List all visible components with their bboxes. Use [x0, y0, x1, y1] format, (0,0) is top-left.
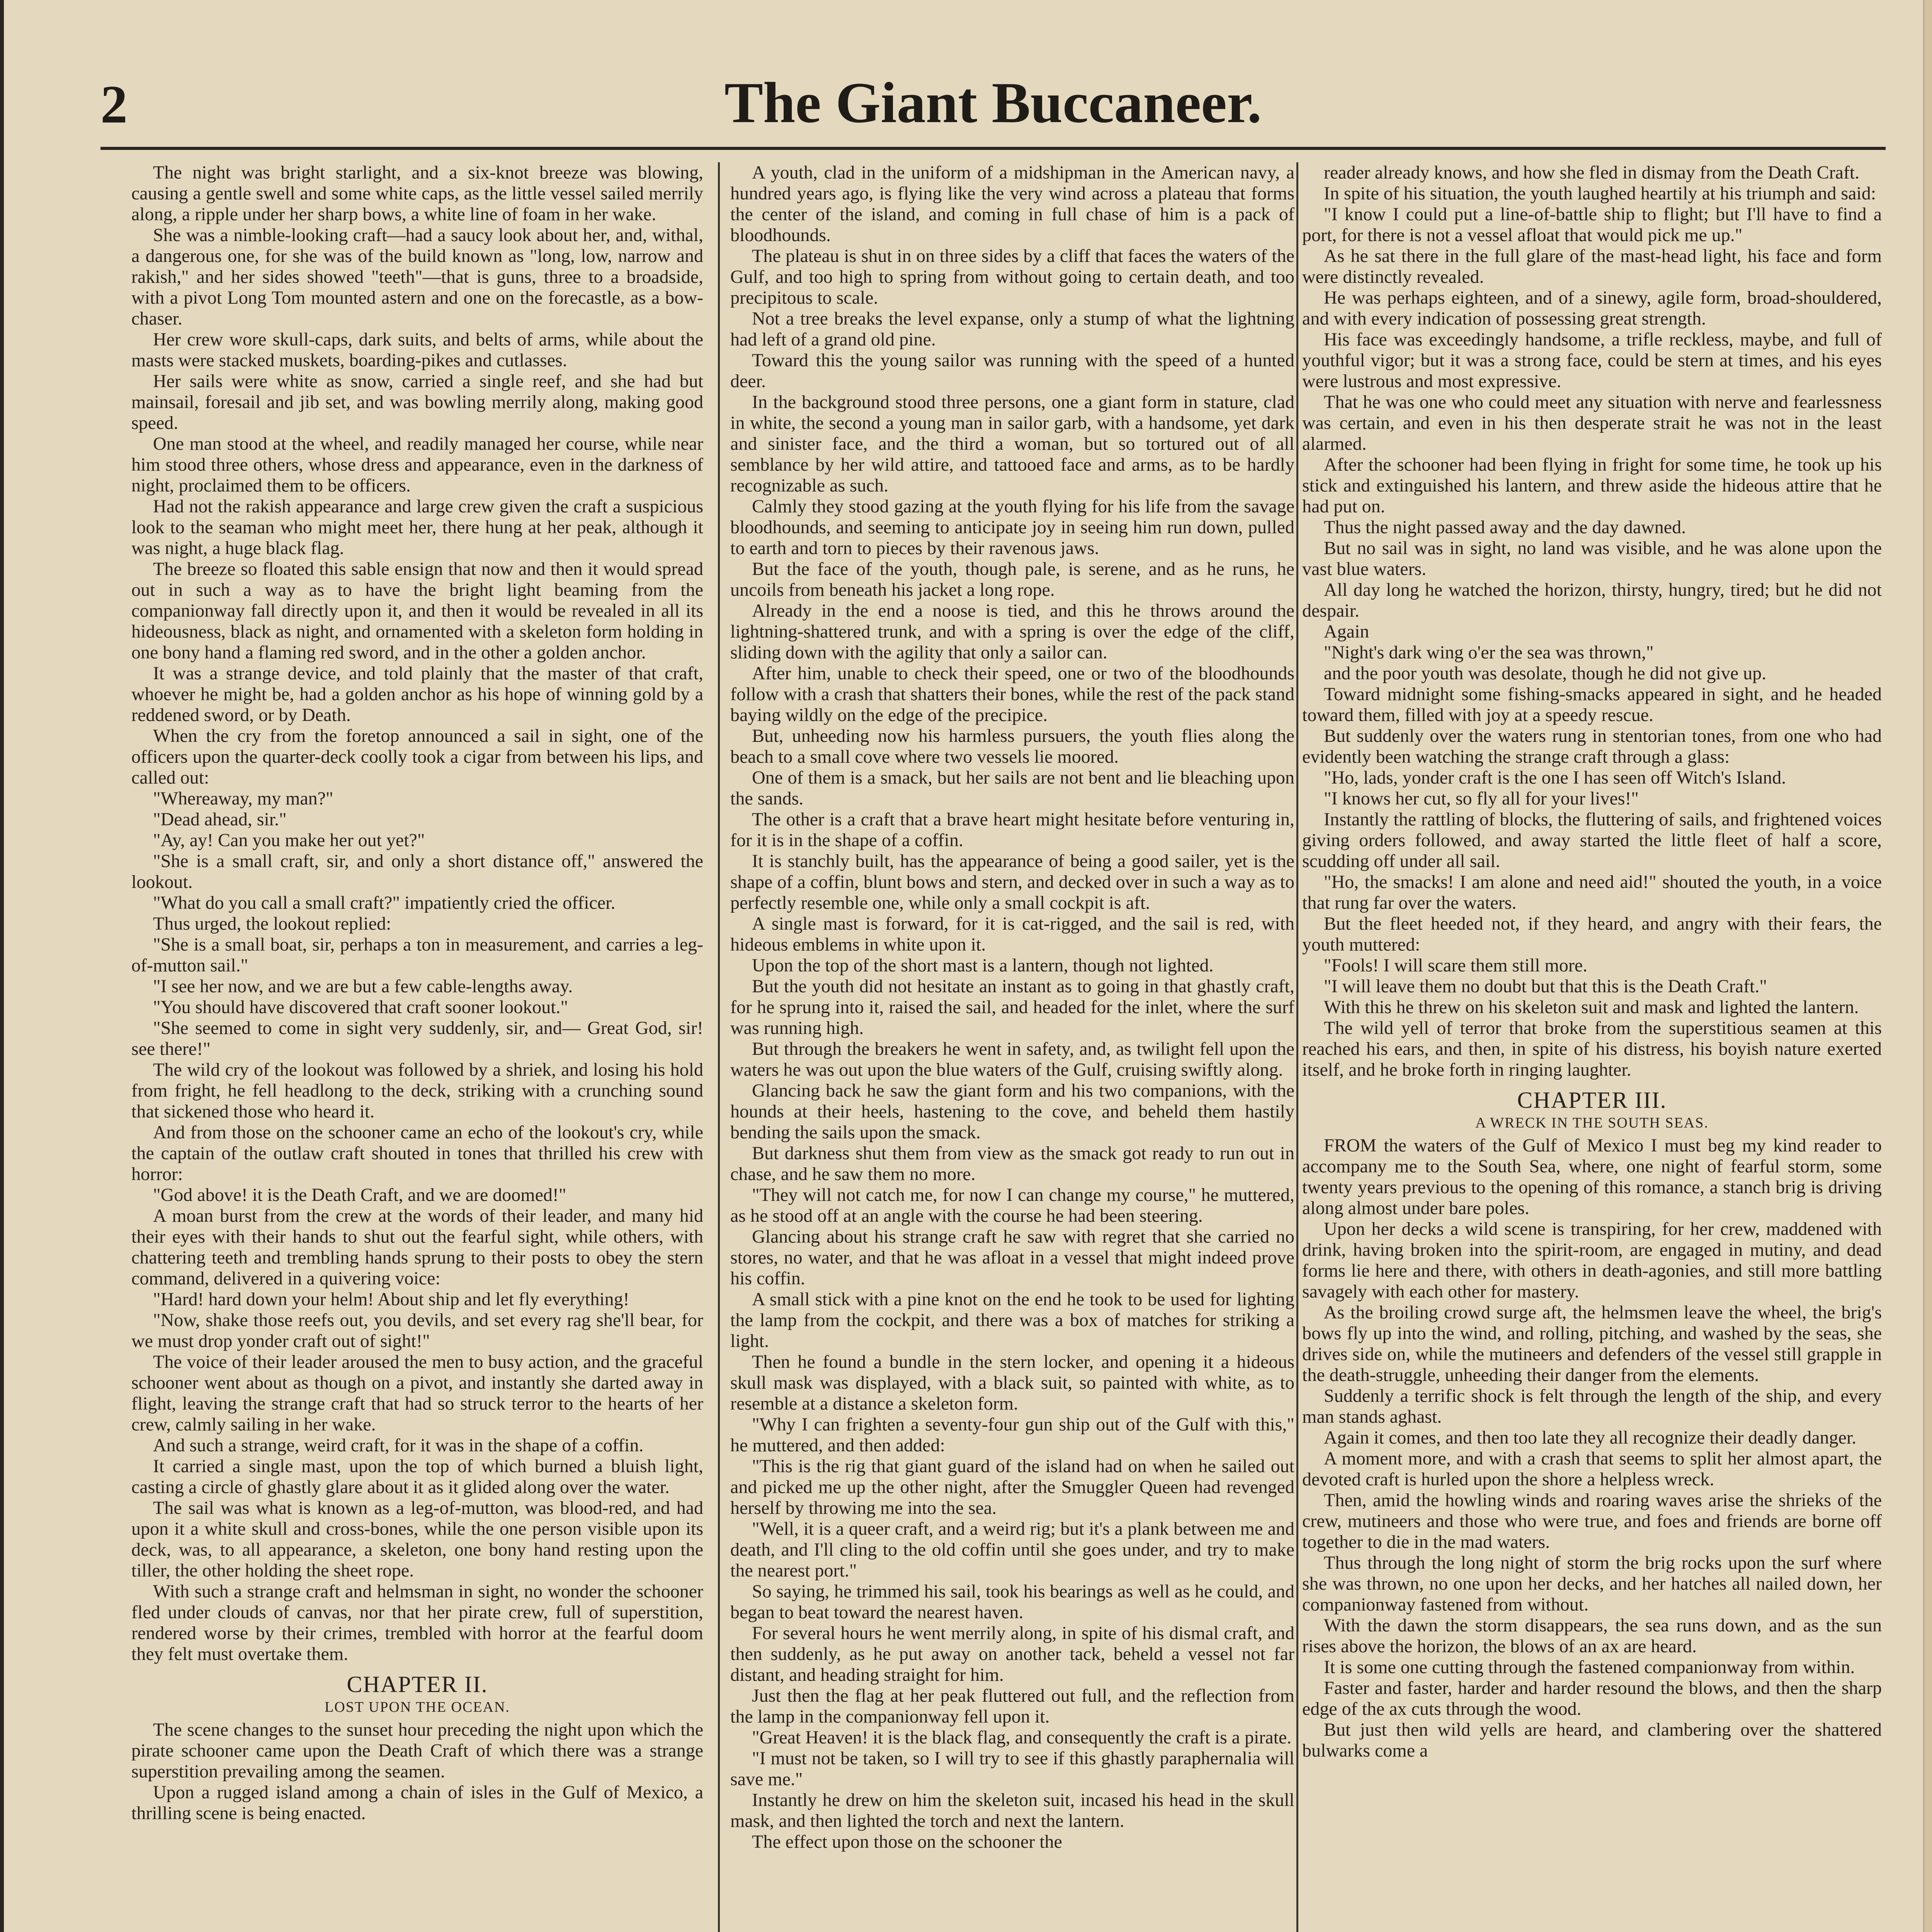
paragraph: The voice of their leader aroused the men to busy action, and the graceful schooner went about as though on a pivot, and instantly she darted away in flight, leaving the strange craft that had so struck terror to the hearts of her crew, calmly sailing in her wake. — [131, 1352, 703, 1435]
paragraph: Toward this the young sailor was running with the speed of a hunted deer. — [730, 350, 1294, 391]
paragraph: It is stanchly built, has the appearance of being a good sailer, yet is the shape of a coffin, blunt bows and stern, and decked over in such a way as to perfectly resemble one, while only a small cockpit is aft. — [730, 851, 1294, 913]
paragraph: Had not the rakish appearance and large crew given the craft a suspicious look to the seaman who might meet her, there hung at her peak, although it was night, a huge black flag. — [131, 496, 703, 558]
paragraph: Upon the top of the short mast is a lantern, though not lighted. — [752, 955, 1214, 976]
paragraph: And from those on the schooner came an echo of the lookout's cry, while the captain of the outlaw craft shouted in tones that thrilled his crew with horror: — [131, 1122, 703, 1184]
paragraph: Upon a rugged island among a chain of isles in the Gulf of Mexico, a thrilling scene is being enacted. — [131, 1782, 703, 1823]
paragraph: After the schooner had been flying in fright for some time, he took up his stick and extinguished his lantern, and threw aside the hideous attire that he had put on. — [1302, 454, 1882, 517]
paragraph: After him, unable to check their speed, one or two of the bloodhounds follow with a crash that shatters their bones, while the rest of the pack stand baying wildly on the edge of the precipice. — [730, 663, 1294, 725]
paragraph: "Now, shake those reefs out, you devils, and set every rag she'll bear, for we must drop yonder craft out of sight!" — [131, 1310, 703, 1351]
chapter-heading: CHAPTER III. — [1517, 1087, 1667, 1113]
page-title: The Giant Buccaneer. — [724, 71, 1262, 135]
paragraph: "She is a small boat, sir, perhaps a ton in measurement, and carries a leg-of-mutton sail." — [131, 934, 703, 976]
paragraph: Instantly he drew on him the skeleton suit, incased his head in the skull mask, and then lighted the torch and next the lantern. — [730, 1790, 1294, 1831]
paragraph: "Night's dark wing o'er the sea was thrown," — [1324, 642, 1654, 663]
paragraph: That he was one who could meet any situation with nerve and fearlessness was certain, and even in his then desperate strait he was not in the least alarmed. — [1302, 392, 1882, 454]
paragraph: It carried a single mast, upon the top of which burned a bluish light, casting a circle of ghastly glare about it as it glided along over the water. — [131, 1456, 703, 1497]
paragraph: "I know I could put a line-of-battle ship to flight; but I'll have to find a port, for there is not a vessel afloat that would pick me up." — [1302, 204, 1882, 245]
paragraph: Toward midnight some fishing-smacks appeared in sight, and he headed toward them, filled with joy at a speedy rescue. — [1302, 684, 1882, 725]
text-column-3 — [1302, 162, 1882, 1932]
paragraph: It is some one cutting through the fastened companionway from within. — [1324, 1657, 1855, 1677]
paragraph: In spite of his situation, the youth laughed heartily at his triumph and said: — [1324, 183, 1876, 204]
paragraph: "Ay, ay! Can you make her out yet?" — [153, 830, 425, 850]
paragraph: With such a strange craft and helmsman in sight, no wonder the schooner fled under clouds of canvas, nor that her pirate crew, full of superstition, rendered worse by their crimes, trembled with horror at the fearful doom they felt must overtake them. — [131, 1581, 703, 1664]
paragraph: For several hours he went merrily along, in spite of his dismal craft, and then suddenly, as he put away on another tack, beheld a vessel not far distant, and heading straight for him. — [730, 1623, 1294, 1685]
paragraph: "Whereaway, my man?" — [153, 788, 333, 809]
paragraph: The effect upon those on the schooner the — [752, 1832, 1062, 1852]
paragraph: Glancing back he saw the giant form and his two companions, with the hounds at their heels, hastening to the cove, and beheld them hastily bending the sails upon the smack. — [730, 1080, 1294, 1143]
paragraph: Suddenly a terrific shock is felt through the length of the ship, and every man stands aghast. — [1302, 1386, 1882, 1427]
paragraph: "I see her now, and we are but a few cable-lengths away. — [153, 976, 573, 997]
page-number: 2 — [100, 75, 128, 134]
paragraph: Thus urged, the lookout replied: — [153, 913, 391, 934]
paragraph: "This is the rig that giant guard of the island had on when he sailed out and picked me up the other night, after the Smuggler Queen had revenged herself by throwing me into the sea. — [730, 1456, 1294, 1518]
paragraph: "Ho, lads, yonder craft is the one I has seen off Witch's Island. — [1324, 767, 1786, 788]
paragraph: "I must not be taken, so I will try to see if this ghastly paraphernalia will save me." — [730, 1748, 1294, 1789]
paragraph: "You should have discovered that craft sooner lookout." — [153, 997, 568, 1017]
paragraph: "They will not catch me, for now I can change my course," he muttered, as he stood off at an angle with the course he had been steering. — [730, 1185, 1294, 1226]
paragraph: A single mast is forward, for it is cat-rigged, and the sail is red, with hideous emblems in white upon it. — [730, 913, 1294, 955]
paragraph: One man stood at the wheel, and readily managed her course, while near him stood three others, whose dress and appearance, even in the darkness of night, proclaimed them to be officers. — [131, 434, 703, 496]
paragraph: Thus through the long night of storm the brig rocks upon the surf where she was thrown, no one upon her decks, and her hatches all nailed down, her companionway fastened from without. — [1302, 1553, 1882, 1615]
paragraph: Her crew wore skull-caps, dark suits, and belts of arms, while about the masts were stacked muskets, boarding-pikes and cutlasses. — [131, 329, 703, 371]
paragraph: reader already knows, and how she fled in dismay from the Death Craft. — [1324, 162, 1860, 183]
paragraph: The night was bright starlight, and a six-knot breeze was blowing, causing a gentle swell and some white caps, as the little vessel sailed merrily along, a ripple under her sharp bows, a white line of foam in her wake. — [131, 162, 703, 224]
paragraph: As the broiling crowd surge aft, the helmsmen leave the wheel, the brig's bows fly up into the wind, and rolling, pitching, and washed by the seas, she drives side on, while the mutineers and defenders of the vessel still grapple in the death-struggle, unheeding their danger from the elements. — [1302, 1302, 1882, 1385]
paragraph: In the background stood three persons, one a giant form in stature, clad in white, the second a young man in sailor garb, with a handsome, yet dark and sinister face, and the third a woman, but so tortured out of all semblance by her wild attire, and tattooed face and arms, as to be hardly recognizable as such. — [730, 392, 1294, 496]
paragraph: A youth, clad in the uniform of a midshipman in the American navy, a hundred years ago, is flying like the very wind across a plateau that forms the center of the island, and coming in full chase of him is a pack of bloodhounds. — [730, 162, 1294, 245]
paragraph: Upon her decks a wild scene is transpiring, for her crew, maddened with drink, having broken into the spirit-room, are engaged in mutiny, and dead forms lie here and there, with others in death-agonies, and still more battling savagely with each other for mastery. — [1302, 1219, 1882, 1302]
paragraph: Then he found a bundle in the stern locker, and opening it a hideous skull mask was displayed, with a black suit, so painted with white, as to resemble at a distance a skeleton form. — [730, 1352, 1294, 1414]
paragraph: She was a nimble-looking craft—had a saucy look about her, and, withal, a dangerous one, for she was of the build known as "long, low, narrow and rakish," and her sides showed "teeth"—that is guns, three to a broadside, with a pivot Long Tom mounted astern and one on the forecastle, as a bow-chaser. — [131, 225, 703, 329]
paragraph: "I will leave them no doubt but that this is the Death Craft." — [1324, 976, 1767, 997]
paragraph: FROM the waters of the Gulf of Mexico I must beg my kind reader to accompany me to the South Sea, where, one night of fearful storm, some twenty years previous to the opening of this romance, a stanch brig is driving along almost under bare poles. — [1302, 1135, 1882, 1218]
paragraph: "I knows her cut, so fly all for your lives!" — [1324, 788, 1639, 809]
paragraph: The wild cry of the lookout was followed by a shriek, and losing his hold from fright, he fell headlong to the deck, striking with a crunching sound that sickened those who heard it. — [131, 1060, 703, 1122]
paragraph: With the dawn the storm disappears, the sea runs down, and as the sun rises above the horizon, the blows of an ax are heard. — [1302, 1615, 1882, 1656]
paragraph: The breeze so floated this sable ensign that now and then it would spread out in such a way as to have the bright light beaming from the companionway fall directly upon it, and then it would be revealed in all its hideousness, black as night, and ornamented with a skeleton form holding in one bony hand a flaming red sword, and in the other a golden anchor. — [131, 559, 703, 663]
paragraph: Again — [1324, 621, 1369, 642]
paragraph: The other is a craft that a brave heart might hesitate before venturing in, for it is in the shape of a coffin. — [730, 809, 1294, 850]
paragraph: He was perhaps eighteen, and of a sinewy, agile form, broad-shouldered, and with every indication of possessing great strength. — [1302, 287, 1882, 329]
chapter-subheading: LOST UPON THE OCEAN. — [325, 1699, 510, 1715]
paragraph: Already in the end a noose is tied, and this he throws around the lightning-shattered trunk, and with a spring is over the edge of the cliff, sliding down with the agility that only a sailor can. — [730, 600, 1294, 663]
paragraph: But through the breakers he went in safety, and, as twilight fell upon the waters he was out upon the blue waters of the Gulf, cruising swiftly along. — [730, 1039, 1294, 1080]
paragraph: "Well, it is a queer craft, and a weird rig; but it's a plank between me and death, and I'll cling to the old coffin until she goes under, and try to make the nearest port." — [730, 1519, 1294, 1581]
paragraph: But darkness shut them from view as the smack got ready to run out in chase, and he saw them no more. — [730, 1143, 1294, 1184]
paragraph: With this he threw on his skeleton suit and mask and lighted the lantern. — [1324, 997, 1859, 1017]
paragraph: "What do you call a small craft?" impatiently cried the officer. — [153, 893, 616, 913]
paragraph: A moment more, and with a crash that seems to split her almost apart, the devoted craft is hurled upon the shore a helpless wreck. — [1302, 1448, 1882, 1490]
paragraph: "She is a small craft, sir, and only a short distance off," answered the lookout. — [131, 851, 703, 892]
paragraph: "God above! it is the Death Craft, and we are doomed!" — [153, 1185, 566, 1205]
paragraph: But the face of the youth, though pale, is serene, and as he runs, he uncoils from beneath his jacket a long rope. — [730, 559, 1294, 600]
paragraph: "Why I can frighten a seventy-four gun ship out of the Gulf with this," he muttered, and then added: — [730, 1414, 1294, 1456]
paragraph: The plateau is shut in on three sides by a cliff that faces the waters of the Gulf, and too high to spring from without going to certain death, and too precipitous to scale. — [730, 246, 1294, 308]
paragraph: A moan burst from the crew at the words of their leader, and many hid their eyes with their hands to shut out the fearful sight, while others, with chattering teeth and trembling hands sprung to their posts to obey the stern command, delivered in a quivering voice: — [131, 1206, 703, 1289]
paragraph: But the youth did not hesitate an instant as to going in that ghastly craft, for he sprung into it, raised the sail, and headed for the inlet, where the surf was running high. — [730, 976, 1294, 1038]
paragraph: When the cry from the foretop announced a sail in sight, one of the officers upon the quarter-deck coolly took a cigar from between his lips, and called out: — [131, 726, 703, 788]
paragraph: Her sails were white as snow, carried a single reef, and she had but mainsail, foresail and jib set, and was bowling merrily along, making good speed. — [131, 371, 703, 433]
paragraph: Then, amid the howling winds and roaring waves arise the shrieks of the crew, mutineers and those who were true, and foes and friends are borne off together to die in the mad waters. — [1302, 1490, 1882, 1552]
paragraph: But suddenly over the waters rung in stentorian tones, from one who had evidently been watching the strange craft through a glass: — [1302, 726, 1882, 767]
paragraph: "Dead ahead, sir." — [153, 809, 287, 830]
paragraph: Faster and faster, harder and harder resound the blows, and then the sharp edge of the ax cuts through the wood. — [1302, 1678, 1882, 1719]
newspaper-page — [4, 0, 1932, 1932]
paragraph: "Hard! hard down your helm! About ship and let fly everything! — [153, 1289, 629, 1310]
paragraph: The sail was what is known as a leg-of-mutton, was blood-red, and had upon it a white skull and cross-bones, while the one person visible upon its deck, was, to all appearance, a skeleton, one bony hand resting upon the tiller, the other holding the sheet rope. — [131, 1498, 703, 1581]
text-column-2 — [730, 162, 1294, 1932]
paragraph: A small stick with a pine knot on the end he took to be used for lighting the lamp from the cockpit, and there was a box of matches for striking a light. — [730, 1289, 1294, 1351]
paragraph: The wild yell of terror that broke from the superstitious seamen at this reached his ears, and then, in spite of his distress, his boyish nature exerted itself, and he broke forth in ringing laughter. — [1302, 1018, 1882, 1080]
paragraph: It was a strange device, and told plainly that the master of that craft, whoever he might be, had a golden anchor as his hope of winning gold by a reddened sword, or by Death. — [131, 663, 703, 725]
binding-edge — [1923, 0, 1932, 1932]
paragraph: Not a tree breaks the level expanse, only a stump of what the lightning had left of a grand old pine. — [730, 308, 1294, 350]
page-header — [100, 66, 1886, 150]
paragraph: "Great Heaven! it is the black flag, and consequently the craft is a pirate. — [752, 1727, 1292, 1748]
paragraph: Just then the flag at her peak fluttered out full, and the reflection from the lamp in the companionway fell upon it. — [730, 1685, 1294, 1727]
paragraph: But, unheeding now his harmless pursuers, the youth flies along the beach to a small cove where two vessels lie moored. — [730, 726, 1294, 767]
paragraph: Glancing about his strange craft he saw with regret that she carried no stores, no water, and that he was afloat in a vessel that might indeed prove his coffin. — [730, 1226, 1294, 1289]
column-rule — [1296, 162, 1298, 1932]
chapter-subheading: A WRECK IN THE SOUTH SEAS. — [1475, 1115, 1709, 1131]
paragraph: "Fools! I will scare them still more. — [1324, 955, 1588, 976]
paragraph: Thus the night passed away and the day dawned. — [1324, 517, 1686, 537]
paragraph: "Ho, the smacks! I am alone and need aid!" shouted the youth, in a voice that rung far over the waters. — [1302, 872, 1882, 913]
paragraph: The scene changes to the sunset hour preceding the night upon which the pirate schooner came upon the Death Craft of which there was a strange superstition prevailing among the seamen. — [131, 1719, 703, 1782]
paragraph: Instantly the rattling of blocks, the fluttering of sails, and frightened voices giving orders followed, and away started the little fleet of half a score, scudding off under all sail. — [1302, 809, 1882, 871]
text-column-1 — [131, 162, 703, 1932]
paragraph: Calmly they stood gazing at the youth flying for his life from the savage bloodhounds, and seeming to anticipate joy in seeing him run down, pulled to earth and torn to pieces by their ravenous jaws. — [730, 496, 1294, 558]
paragraph: One of them is a smack, but her sails are not bent and lie bleaching upon the sands. — [730, 767, 1294, 809]
paragraph: and the poor youth was desolate, though he did not give up. — [1324, 663, 1767, 684]
paragraph: But no sail was in sight, no land was visible, and he was alone upon the vast blue waters. — [1302, 538, 1882, 579]
paragraph: And such a strange, weird craft, for it was in the shape of a coffin. — [153, 1435, 644, 1456]
paragraph: His face was exceedingly handsome, a trifle reckless, maybe, and full of youthful vigor; but it was a strong face, could be stern at times, and his eyes were lustrous and most expressive. — [1302, 329, 1882, 391]
paragraph: "She seemed to come in sight very suddenly, sir, and— Great God, sir! see there!" — [131, 1018, 703, 1059]
paragraph: But just then wild yells are heard, and clambering over the shattered bulwarks come a — [1302, 1719, 1882, 1761]
paragraph: All day long he watched the horizon, thirsty, hungry, tired; but he did not despair. — [1302, 580, 1882, 621]
column-rule — [718, 162, 720, 1932]
paragraph: As he sat there in the full glare of the mast-head light, his face and form were distinctly revealed. — [1302, 246, 1882, 287]
paragraph: So saying, he trimmed his sail, took his bearings as well as he could, and began to beat toward the nearest haven. — [730, 1581, 1294, 1622]
paragraph: But the fleet heeded not, if they heard, and angry with their fears, the youth muttered: — [1302, 913, 1882, 955]
paragraph: Again it comes, and then too late they all recognize their deadly danger. — [1324, 1427, 1857, 1448]
chapter-heading: CHAPTER II. — [347, 1672, 488, 1697]
